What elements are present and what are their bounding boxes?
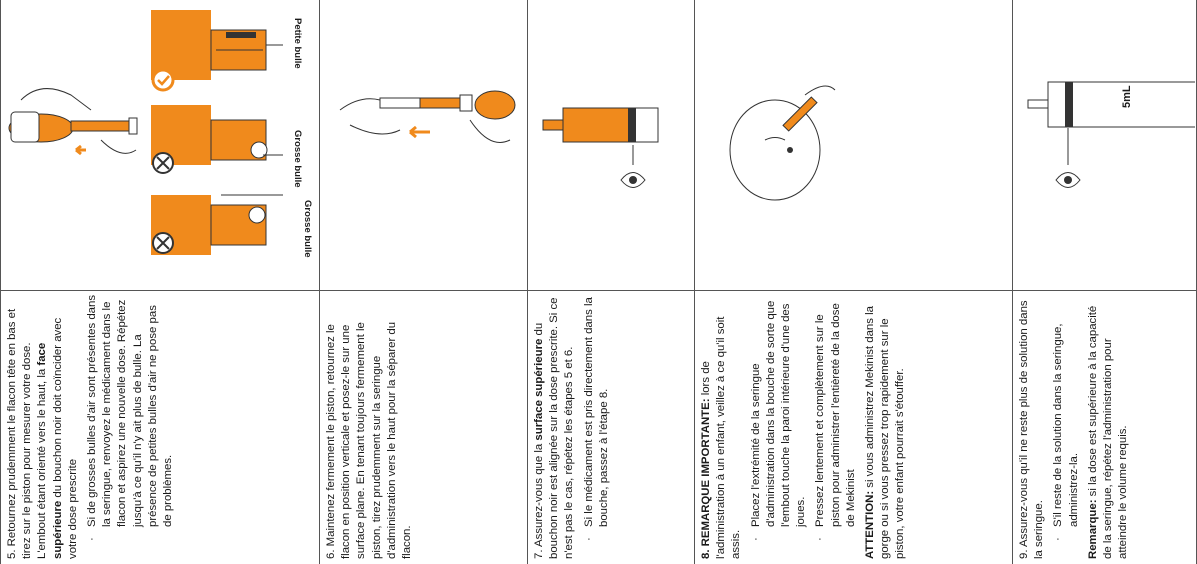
small-bubble-label: Petite bulle <box>292 18 303 69</box>
step-5-illustration <box>1 0 319 291</box>
step-9-drawing <box>1013 0 1195 290</box>
large-bubble-syringe-icon-2 <box>151 195 283 255</box>
eye-icon <box>1056 173 1080 188</box>
step-9-text <box>1017 293 1135 559</box>
step-9-bullet: · S'il reste de la solution dans la seringue, administrez-la. <box>1051 293 1081 541</box>
step-5-drawing <box>1 0 319 290</box>
step-8-bullet-2: · Pressez lentement et complètement sur le piston pour administrer l'entièreté de la dose de Mekinist <box>813 293 859 541</box>
eye-icon <box>621 173 645 188</box>
step-7-column <box>528 0 695 564</box>
syringe-dose-icon <box>543 108 658 165</box>
step-6-drawing <box>320 0 526 290</box>
step-6-text-area <box>320 291 527 564</box>
step-9-text-area <box>1013 291 1196 564</box>
step-8-drawing <box>695 0 1011 290</box>
step-6-text <box>324 293 419 559</box>
big-bubble-label-1: Grosse bulle <box>292 130 303 188</box>
step-6-illustration <box>320 0 527 291</box>
step-5-text <box>5 293 180 559</box>
step-7-text-area <box>528 291 694 564</box>
hands-separating-syringe-icon <box>340 91 515 143</box>
syringe-volume-label: 5mL <box>1121 85 1133 108</box>
small-bubble-syringe-icon <box>151 10 283 90</box>
step-5-paragraph: 5. Retournez prudemment le flacon tête en bas et tirez sur le piston pour mesurer votre dose. L'embout étant orienté vers le haut, la face supérieure du bouchon noir doit coïncider avec votre dose prescrite <box>6 308 79 559</box>
child-receiving-syringe-icon <box>730 86 835 200</box>
step-8-paragraph: 8. REMARQUE IMPORTANTE: lors de l'administration à un enfant, veillez à ce qu'il soit assis. <box>700 316 743 559</box>
step-8-text <box>699 293 913 559</box>
step-8-illustration <box>695 0 1012 291</box>
step-9-paragraph: 9. Assurez-vous qu'il ne reste plus de solution dans la seringue. <box>1018 300 1046 559</box>
step-7-drawing <box>528 0 693 290</box>
step-8-warning: ATTENTION: si vous administrez Mekinist dans la gorge ou si vous pressez trop rapidement sur le piston, votre enfant pourrait s'étouffer. <box>864 306 907 559</box>
step-7-text <box>532 293 616 559</box>
step-6-paragraph: 6. Maintenez fermement le piston, retournez le flacon en position verticale et posez-le sur une surface plane. En tenant toujours fermement le piston, tirez prudemment sur la seringue d'administration vers le haut pour la séparer du flacon. <box>325 321 414 559</box>
step-9-note: Remarque: si la dose est supérieure à la capacité de la seringue, répétez l'administration pour atteindre le volume requis. <box>1086 305 1130 559</box>
step-6-column <box>320 0 528 564</box>
step-8-text-area <box>695 291 1012 564</box>
big-bubble-label-2: Grosse bulle <box>302 200 313 258</box>
step-7-bullet: · Si le médicament est pris directement dans la bouche, passez à l'étape 8. <box>582 293 612 541</box>
step-8-bullet-1: · Placez l'extrémité de la seringue d'administration dans la bouche de sorte que l'embout touche la paroi intérieure d'une des joues. <box>749 293 810 541</box>
large-bubble-syringe-icon-1 <box>151 105 283 173</box>
step-7-paragraph: 7. Assurez-vous que la surface supérieure du bouchon noir est alignée sur la dose prescrite. Si ce n'est pas le cas, répétez les étapes 5 et 6. <box>533 297 576 559</box>
step-5-bullet: · Si de grosses bulles d'air sont présentes dans la seringue, renvoyez le médicament dans le flacon et aspirez une nouvelle dose. Répétez jusqu'à ce qu'il n'y ait plus de bulle. La présence de petites bulles d'air ne pose pas de problèmes. <box>85 293 176 541</box>
step-5-text-area <box>1 291 319 564</box>
step-9-column <box>1013 0 1197 564</box>
hand-inverted-bottle-icon <box>9 89 137 154</box>
step-8-column <box>695 0 1013 564</box>
step-7-illustration <box>528 0 694 291</box>
empty-syringe-icon <box>1028 82 1195 165</box>
step-9-illustration <box>1013 0 1196 291</box>
step-5-column <box>0 0 320 564</box>
